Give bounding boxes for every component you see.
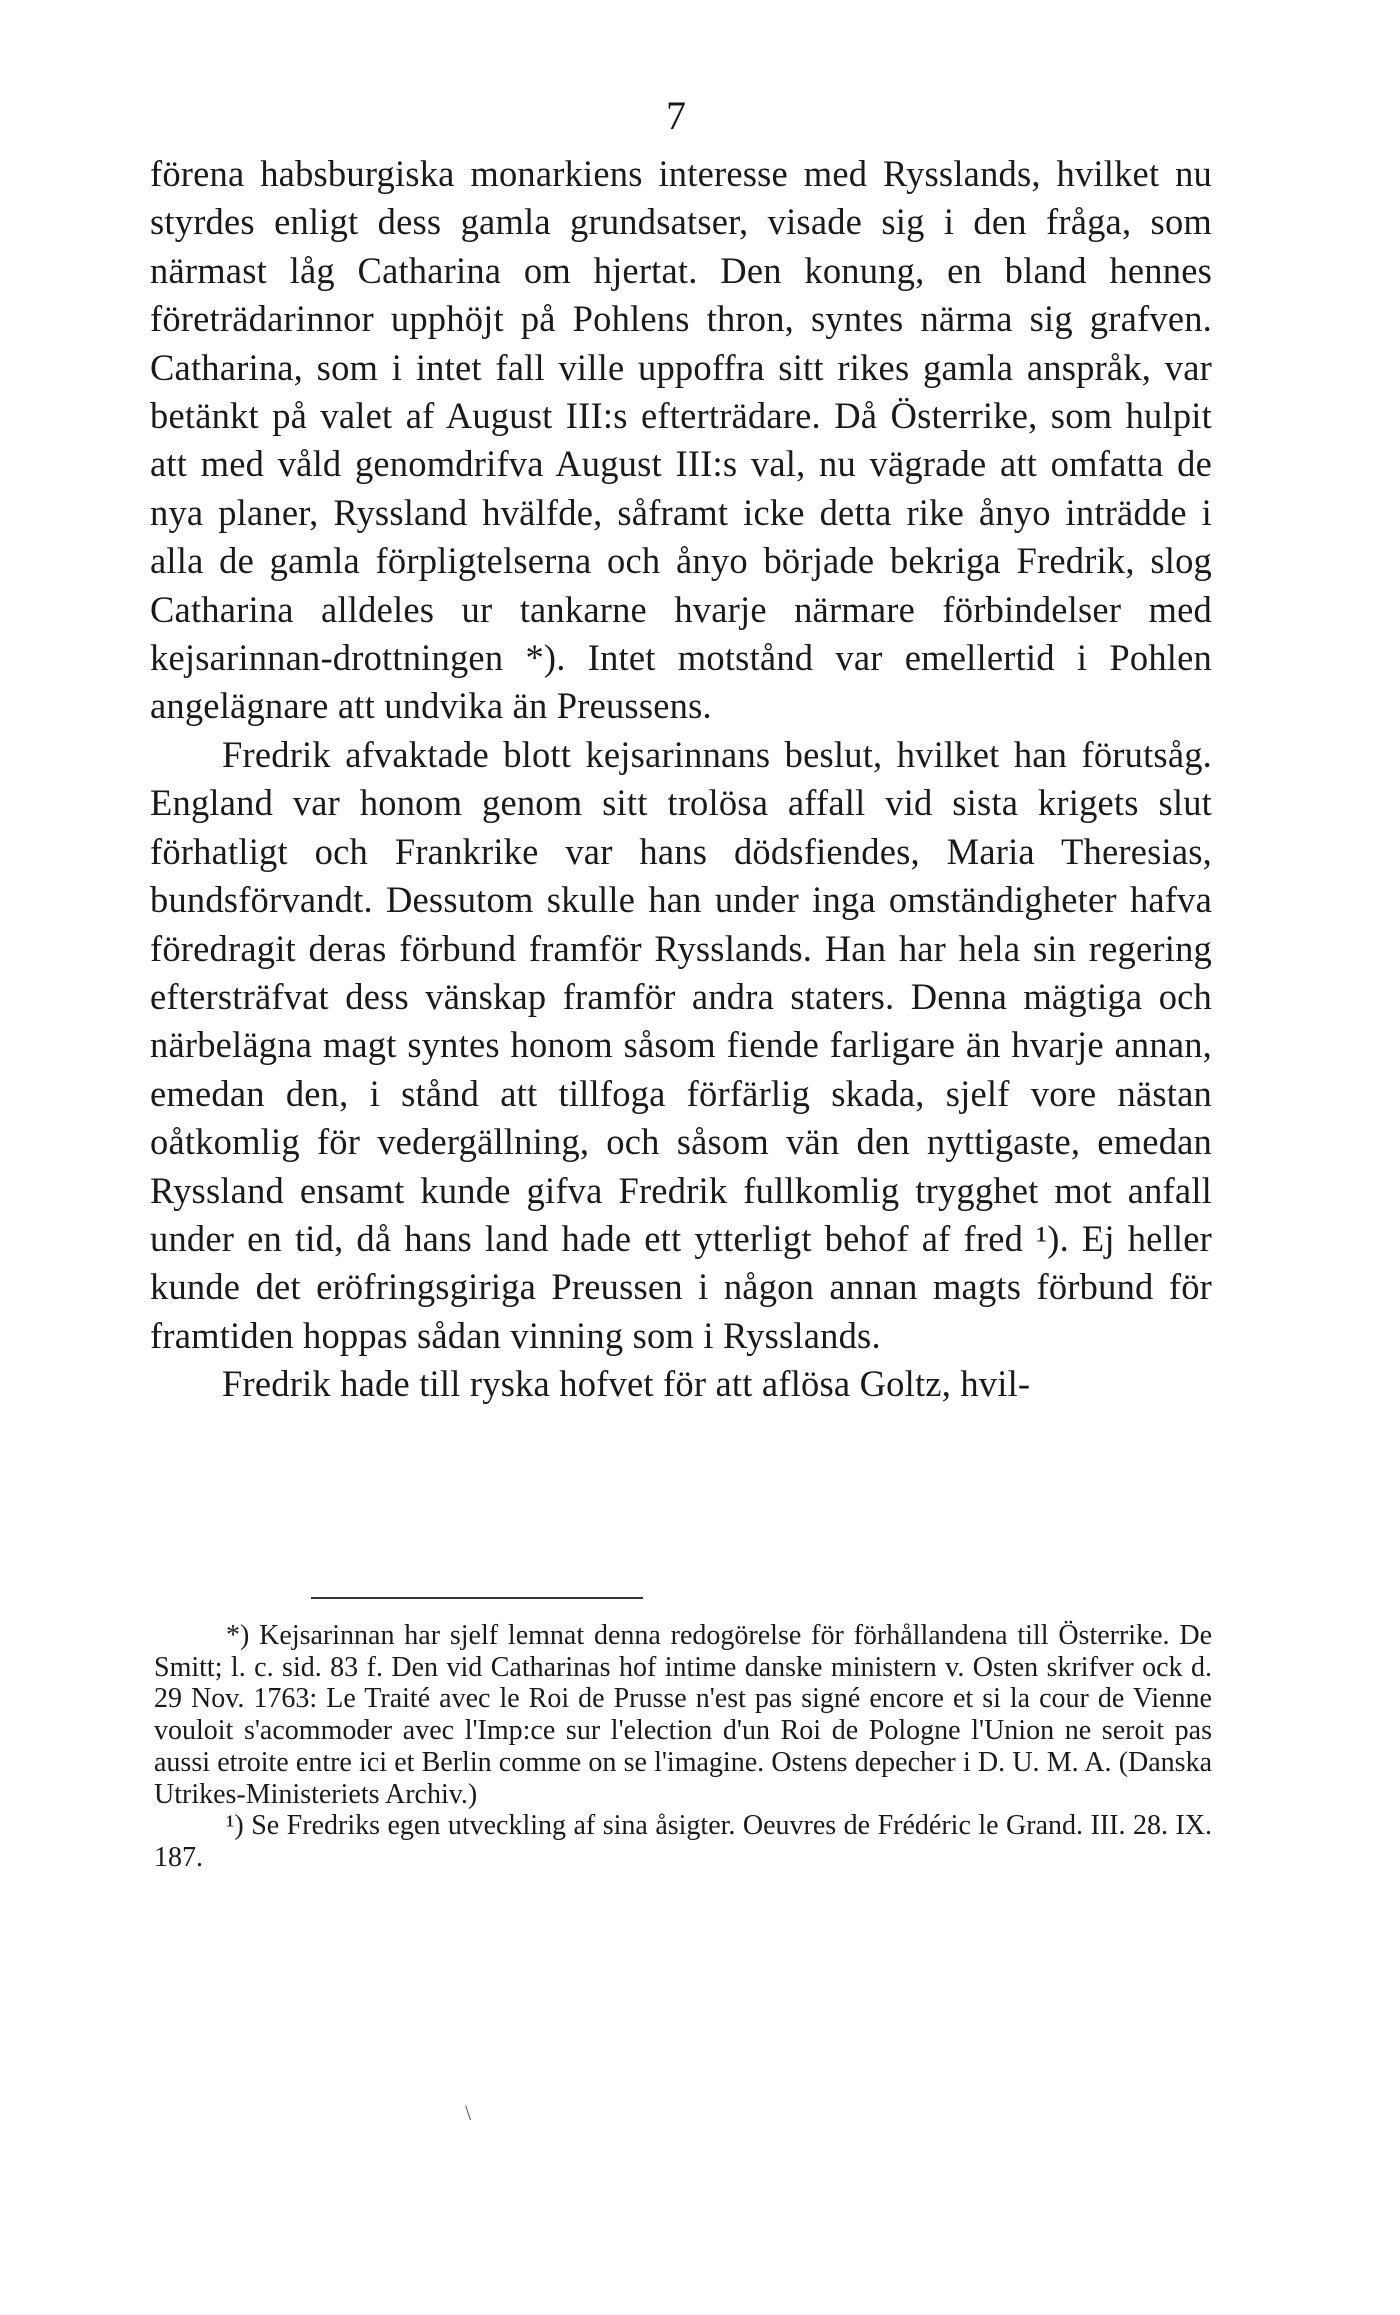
page-number: 7	[666, 93, 686, 138]
footnote-1: *) Kejsarinnan har sjelf lemnat denna redogörelse för förhållandena till Österrike. De Smitt; l. c. sid. 83 f. Den vid Catharinas hof intime danske ministern v. Osten skrifver ock d. 29 Nov. 1763: Le Traité avec le Roi de Prusse n'est pas signé encore et si la cour de Vienne vouloit s'acommoder avec l'Imp:ce sur l'election d'un Roi de Pologne l'Union ne seroit pas aussi etroite entre ici et Berlin comme on se l'imagine. Ostens depecher i D. U. M. A. (Danska Utrikes-Ministeriets Archiv.)	[154, 1620, 1212, 1810]
ink-speck-mark: \	[465, 2100, 472, 2125]
paragraph-3: Fredrik hade till ryska hofvet för att aflösa Goltz, hvil-	[222, 1363, 1031, 1405]
paragraph-1: förena habsburgiska monarkiens interesse med Rysslands, hvilket nu styrdes enligt dess gamla grundsatser, visade sig i den fråga, som närmast låg Catharina om hjertat. Den konung, en bland hennes företrädarinnor upphöjt på Pohlens thron, syntes närma sig grafven. Catharina, som i intet fall ville uppoffra sitt rikes gamla anspråk, var betänkt på valet af August III:s efterträdare. Då Österrike, som hulpit att med våld genomdrifva August III:s val, nu vägrade att omfatta de nya planer, Ryssland hvälfde, såframt icke detta rike ånyo inträdde i alla de gamla förpligtelserna och ånyo började bekriga Fredrik, slog Catharina alldeles ur tankarne hvarje närmare förbindelser med kejsarinnan-drottningen *). Intet motstånd var emellertid i Pohlen angelägnare att undvika än Preussens.	[150, 153, 1212, 727]
footnote-separator	[311, 1597, 643, 1599]
footnotes	[154, 1620, 1212, 1874]
footnote-2: ¹) Se Fredriks egen utveckling af sina åsigter. Oeuvres de Frédéric le Grand. III. 28. IX. 187.	[154, 1810, 1212, 1873]
body-text	[150, 150, 1212, 1409]
paragraph-2: Fredrik afvaktade blott kejsarinnans beslut, hvilket han förutsåg. England var honom genom sitt trolösa affall vid sista krigets slut förhatligt och Frankrike var hans dödsfiendes, Maria Theresias, bundsförvandt. Dessutom skulle han under inga omständigheter hafva föredragit deras förbund framför Rysslands. Han har hela sin regering eftersträfvat dess vänskap framför andra staters. Denna mägtiga och närbelägna magt syntes honom såsom fiende farligare än hvarje annan, emedan den, i stånd att tillfoga förfärlig skada, sjelf vore nästan oåtkomlig för vedergällning, och såsom vän den nyttigaste, emedan Ryssland ensamt kunde gifva Fredrik fullkomlig trygghet mot anfall under en tid, då hans land hade ett ytterligt behof af fred ¹). Ej heller kunde det eröfringsgiriga Preussen i någon annan magts förbund för framtiden hoppas sådan vinning som i Rysslands.	[150, 733, 1212, 1356]
